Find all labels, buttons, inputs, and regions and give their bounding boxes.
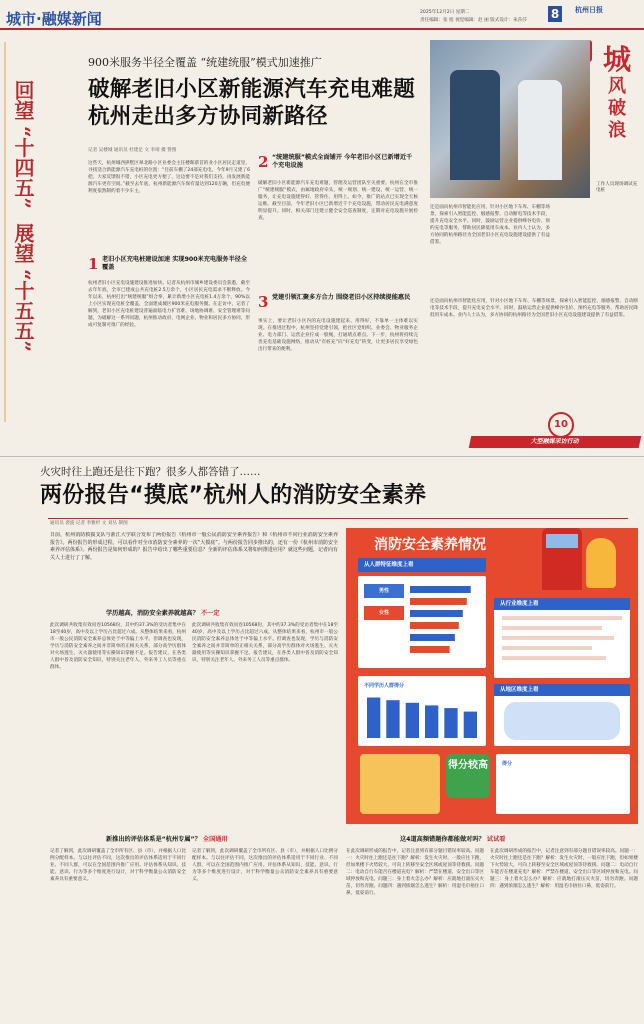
- story2-sec1-body: 此次调研共收集有效问卷10568份，其中约37.3%的受访者集中在18至40岁，高中及以上学历占比超过六成。从整体结果来看，杭州市一般公民消防安全素养总体处于中等偏上水平。但调查也发现，学历与消防安全素养之间并非简单的正相关关系，部分高学历群体对火场逃生、灭火器使用等实操知识掌握不足。报告建议，在各类人群中普及消防安全知识，特别关注老年人、外来务工人员等重点群体。: [50, 623, 186, 670]
- story2-sec1-body-cont: 此次调研共收集有效问卷10568份，其中约37.3%的受访者集中在18至40岁，高中及以上学历占比超过六成。从整体结果来看，杭州市一般公民消防安全素养总体处于中等偏上水平。但调查也发现，学历与消防安全素养之间并非简单的正相关关系，部分高学历群体对火场逃生、灭火器使用等实操知识掌握不足。报告建议，在各类人群中普及消防安全知识，特别关注老年人、外来务工人员等重点群体。: [192, 623, 338, 663]
- education-bar: [425, 705, 438, 738]
- feature-kicker: 900米服务半径全覆盖 “统建统服”模式加速推广: [88, 56, 322, 69]
- demographic-bar: [410, 646, 450, 653]
- story2-rule: [48, 518, 628, 519]
- demographic-bars: [410, 584, 480, 662]
- story2-headline: 两份报告“摸底”杭州人的消防安全素养: [40, 483, 427, 508]
- photo-caption: 工作人员现场调试充电桩: [596, 182, 638, 193]
- education-bar: [406, 703, 419, 738]
- panel-industry: [494, 598, 630, 678]
- sec1-title-text: 学历越高，消防安全素养就越高？: [106, 610, 199, 617]
- side-title-line: “十四五”: [11, 126, 35, 210]
- infographic-title: 消防安全素养情况: [374, 537, 486, 553]
- demographic-bar: [410, 622, 459, 629]
- sub2-title: “统建统服”模式全面铺开 今年老旧小区已新增近千个充电设施: [272, 154, 413, 169]
- fire-truck-illustration: [542, 528, 582, 590]
- feature-body-col2: 破解老旧小区新能源汽车充电难题，管理及运营团队至关重要。杭州在全市推广“统建统服”模式，由属地政府牵头，统一规划、统一建设、统一运营、统一服务，让充电设施建得好、管得住、用得上。如今，推广的站点已实现全天候运维。截至目前，今年老旧小区已新增近千个充电设施，带动居民充电满意度明显提升。同时，相关部门还建立健全安全巡查制度，定期对充电设施开展检查。: [258, 181, 418, 221]
- feature-sub1: [88, 254, 250, 273]
- demographic-bar: [410, 598, 467, 605]
- feature-byline: 记者 吴楼城 通讯员 杜建足 文 李靖 摄 赞图: [88, 148, 177, 153]
- feature-banner: 大型融媒采访行动: [469, 436, 642, 448]
- region-map: [504, 702, 620, 740]
- male-card: 男性: [364, 584, 404, 598]
- editors-line: 责任编辑：张 旭 视觉编辑：赵 丽 版式设计：朱莎莎: [420, 18, 527, 23]
- industry-row: [502, 616, 622, 620]
- demographic-bar: [410, 586, 471, 593]
- education-bar: [386, 700, 399, 738]
- sec2-title-answer: 全国通用: [202, 836, 228, 843]
- sec3-title-answer: 试试看: [486, 836, 506, 843]
- side-title-line: 展望: [11, 223, 35, 264]
- feature-photo: [430, 40, 590, 198]
- newspaper-logo: 杭州日报: [575, 6, 603, 14]
- feature-headline-2: 杭州走出多方协同新路径: [88, 104, 328, 129]
- education-bar: [444, 708, 457, 738]
- industry-row: [502, 636, 614, 640]
- story2-sec3-body-cont: 在此次调研形成的报告中，记者注意到有部分题目错误率较高。问题一：火灾时往上跑还是往下跑？解析：发生火灾时，一般应往下跑，但如果楼下火势较大，可向上转移至安全区域或屋顶等待救援。问题二：电动自行车能否在楼道充电？解析：严禁在楼道、安全出口等区域停放和充电。问题三：身上着火怎么办？解析：应就地打滚压灭火苗，切勿奔跑。问题四：遇到浓烟怎么逃生？解析：用湿毛巾捂住口鼻，低姿前行。: [490, 849, 638, 889]
- feature-body-col4: 还是面向杭州市智能化应用，针对小区地下车库、车棚等场景，探索引入智能监控、烟感报警、自动断电等技术手段，提升充电安全水平。同时，鼓励运营企业提供峰谷电价、预约充电等服务，帮助居民降低用车成本。业内人士认为，多方协同的杭州路径为全国老旧小区充电设施建设提供了有益借鉴。: [430, 205, 550, 245]
- section-divider: [0, 456, 644, 457]
- photo-figure: [518, 80, 562, 180]
- education-bar: [464, 712, 477, 738]
- fire-safety-infographic: [346, 528, 638, 824]
- demographic-bar: [410, 610, 463, 617]
- panel-score: [496, 754, 630, 814]
- feature-body-col4-cont: 还是面向杭州市智能化应用，针对小区地下车库、车棚等场景，探索引入智能监控、烟感报警、自动断电等技术手段，提升充电安全水平。同时，鼓励运营企业提供峰谷电价、预约充电等服务，帮助居民降低用车成本。业内人士认为，多方协同的杭州路径为全国老旧小区充电设施建设提供了有益借鉴。: [430, 299, 638, 318]
- panel-demographics: [358, 576, 486, 668]
- panel-region: [494, 684, 630, 746]
- story2-sec2-title: [106, 834, 228, 843]
- sub1-number: 1: [88, 255, 99, 273]
- side-series-title: [8, 80, 38, 352]
- anniversary-badge: 10: [548, 412, 574, 438]
- story2-sec2-body-cont: 记者了解到，此次调研覆盖了全市所有区、县（市），并根据人口比例分配样本。与以往评估不同，这次推出的评估体系适用于不同行业、不同人群，可以在全国范围内推广应用。评估体系从知识、技能、意识、行为等多个维度进行设计，对于科学衡量公众消防安全素养具有重要意义。: [192, 849, 338, 882]
- sec2-title-text: 新推出的评估体系是“杭州专属”？: [106, 836, 201, 843]
- series-big-title: [596, 44, 638, 142]
- panel-demographics-label: 从人群特征维度上看: [358, 558, 486, 572]
- story2-kicker: 火灾时往上跑还是往下跑？很多人都答错了……: [40, 466, 261, 478]
- feature-sub3: [258, 292, 418, 311]
- side-rule: [4, 42, 6, 422]
- story2-sec1-title: [106, 608, 220, 617]
- sub1-title: 老旧小区充电桩建设加速 实现900米充电服务半径全覆盖: [102, 256, 248, 271]
- industry-row: [502, 646, 592, 650]
- panel-education: [358, 676, 486, 746]
- story2-byline: 通讯员 裴旋 记者 李雅杉 文 刘丛 制图: [50, 521, 128, 526]
- female-card: 女性: [364, 606, 404, 620]
- issue-date: 2025年12月2日 星期二: [420, 10, 470, 15]
- series-big-char: 风: [608, 76, 626, 97]
- education-chart: [364, 692, 480, 740]
- feature-body-col3: 事实上，要让老旧小区内的充电设施建起来、用得好，不靠单一主体难以实现。在推进过程中，杭州坚持党建引领，把社区党组织、业委会、物业服务企业、电力部门、运营企业拧成一股绳，打通堵点难点。下一步，杭州将持续完善充电基础设施网络，推动从“有桩充”向“好充电”转变，让更多居民享受绿色出行带来的便利。: [258, 319, 418, 352]
- photo-figure: [450, 70, 500, 180]
- header-rule: [0, 28, 644, 30]
- sub3-title: 党建引领汇聚多方合力 围绕老旧小区持续提能惠民: [272, 294, 411, 301]
- score-legend: 得分: [502, 761, 513, 767]
- section-title: 城市·融媒新闻: [6, 10, 102, 28]
- sub2-number: 2: [258, 153, 269, 171]
- feature-headline-1: 破解老旧小区新能源汽车充电难题: [88, 77, 416, 102]
- firefighter-illustration: [586, 538, 616, 588]
- industry-row: [502, 626, 602, 630]
- score-high-badge: 得分较高: [446, 754, 490, 798]
- story2-sec3-body: 在此次调研形成的报告中，记者注意到有部分题目错误率较高。问题一：火灾时往上跑还是往下跑？解析：发生火灾时，一般应往下跑，但如果楼下火势较大，可向上转移至安全区域或屋顶等待救援。问题二：电动自行车能否在楼道充电？解析：严禁在楼道、安全出口等区域停放和充电。问题三：身上着火怎么办？解析：应就地打滚压灭火苗，切勿奔跑。问题四：遇到浓烟怎么逃生？解析：用湿毛巾捂住口鼻，低姿前行。: [346, 849, 484, 896]
- feature-sub2: [258, 152, 418, 171]
- demographic-bar: [410, 634, 455, 641]
- education-bar: [367, 698, 380, 739]
- story2-sec3-title: [400, 834, 505, 843]
- panel-industry-label: 从行业维度上看: [494, 598, 630, 610]
- truck-window: [546, 534, 578, 548]
- side-title-line: “十五五”: [11, 269, 35, 353]
- sec3-title-text: 这4道高频错题你都能做对吗？: [400, 836, 485, 843]
- legend-label: 不同学历人群得分: [364, 683, 405, 689]
- series-big-char: 浪: [608, 120, 626, 141]
- story2-sec2-body: 记者了解到，此次调研覆盖了全市所有区、县（市），并根据人口比例分配样本。与以往评估不同，这次推出的评估体系适用于不同行业、不同人群，可以在全国范围内推广应用。评估体系从知识、技能、意识、行为等多个维度进行设计，对于科学衡量公众消防安全素养具有重要意义。: [50, 849, 186, 882]
- sub3-number: 3: [258, 293, 269, 311]
- story2-lead: 日前，杭州消防救援支队与浙江大学联合发布了两份报告《杭州市一般公民消防安全素养报告》和《杭州市不同行业消防安全素养报告》。两份报告的形成过程，可以看作对全市消防安全素养的一次“大摸底”。与两份报告同步推出的，还有一份《杭州市消防安全素养评估体系》。两份报告是如何形成的？报告中给出了哪些重要信息？全新的评估体系又将如何推进应用？就这些问题，记者向有关人士进行了了解。: [50, 532, 338, 561]
- series-big-char: 城: [602, 43, 631, 76]
- industry-row: [502, 656, 606, 660]
- feature-intro: 这些天，杭州城西拱墅区翠北路小区业委会主任楼晖蔡首的业小区居民走道里，寻找适合新能源汽车充电桩的位置：“目前车棚了24部充电电，今年9月又建了6把。大家反馈很不错，小区充电更方便了，这边要不是对我们支持，再发展新能源汽车更有空间。”截至去年底，杭州新能源汽车保有量达到120万辆，但充电便利度依然制约着不少车主。: [88, 161, 250, 194]
- panel-region-label: 从地区维度上看: [494, 684, 630, 696]
- side-title-line: 回望: [11, 80, 35, 120]
- feature-body-col1: 杭州老旧小区充电设施建设推进加快。记者从杭州市城乡建设委员会获悉，截至去年年底，全市已建成公共充电桩2.5万余个，小区居民充电需求不断释放。今年以来，杭州打出“统建统服”组合拳，累计新增小区充电桩1.4万余个，90%以上小区实现充电桩全覆盖，全面建成城区900米充电服务圈。在走访中，记者了解到，老旧小区充电桩建设普遍面临电力扩容难、场地协调难、安全管理难等问题，为破解这一系列问题，杭州推动政府、电网企业、物业和居民多方协同，形成可复制可推广的经验。: [88, 281, 250, 328]
- series-big-char: 破: [608, 98, 626, 119]
- sec1-title-answer: 不一定: [200, 610, 220, 617]
- page-number: 8: [548, 6, 562, 22]
- family-illustration: [360, 754, 440, 814]
